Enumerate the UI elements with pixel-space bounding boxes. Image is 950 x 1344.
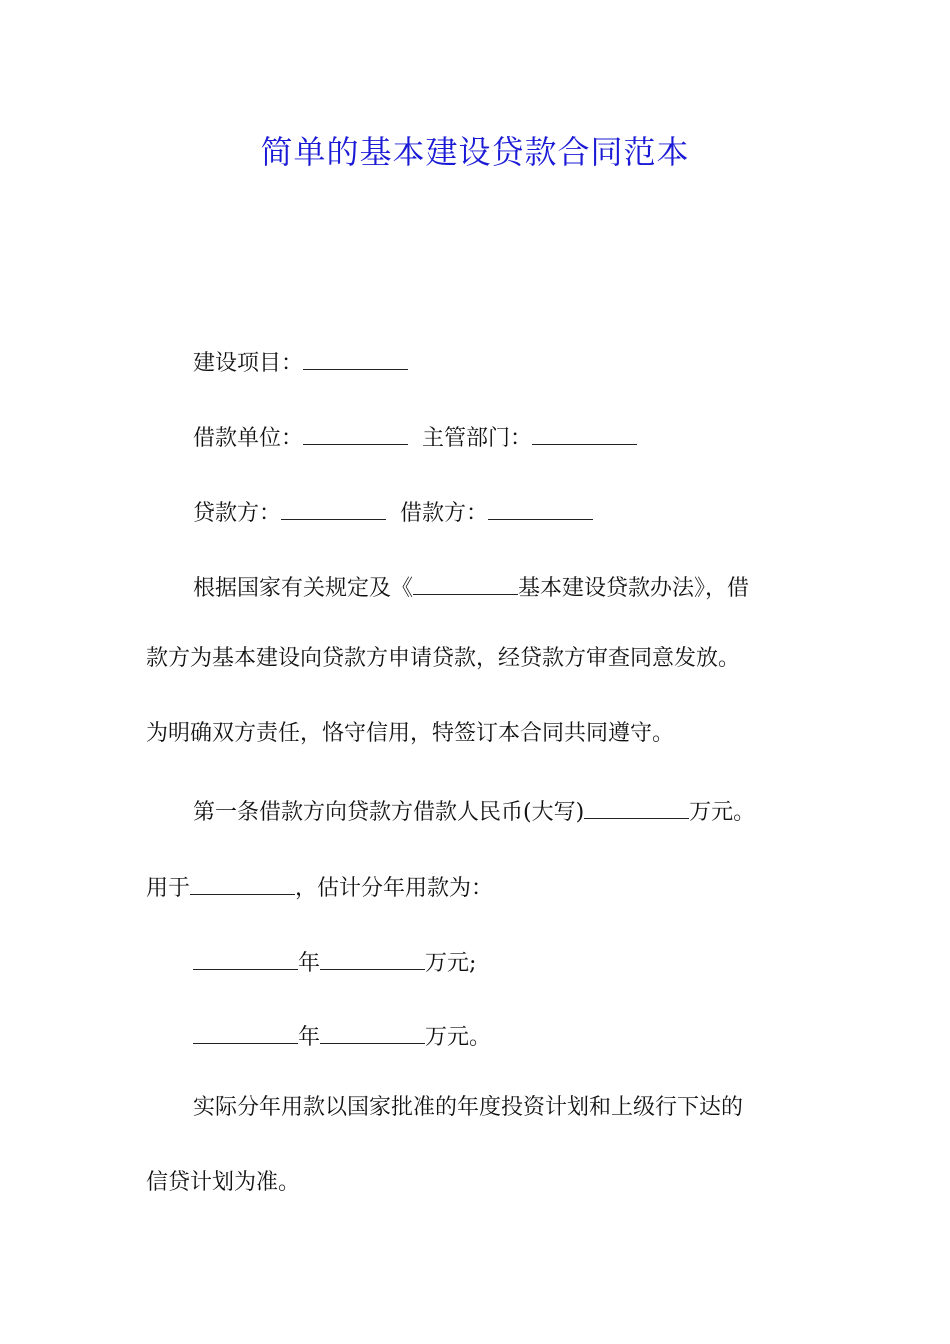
project-label: 建设项目： <box>193 351 304 376</box>
borrower-label: 借款方： <box>400 501 489 526</box>
borrower-unit-label: 借款单位： <box>193 426 304 451</box>
borrower-unit-line <box>146 416 853 457</box>
amount-2-blank[interactable] <box>320 1015 425 1044</box>
project-line <box>146 341 853 382</box>
preamble-line-1 <box>146 566 853 607</box>
row1-suffix: 万元; <box>425 951 477 976</box>
article1-line2-suffix: ，估计分年用款为： <box>295 876 494 901</box>
article1-line-1 <box>146 790 853 831</box>
project-blank[interactable] <box>303 341 408 370</box>
year-word-1: 年 <box>298 951 321 976</box>
year-2-blank[interactable] <box>193 1015 298 1044</box>
article1-line-2 <box>146 866 806 907</box>
article1-line1-prefix: 第一条借款方向贷款方借款人民币(大写) <box>193 800 585 825</box>
borrower-unit-blank[interactable] <box>303 416 408 445</box>
preamble-line1-prefix: 根据国家有关规定及《 <box>193 576 414 601</box>
preamble-line-3: 为明确双方责任，恪守信用，特签订本合同共同遵守。 <box>146 721 675 746</box>
amount-1-blank[interactable] <box>320 941 425 970</box>
year-1-blank[interactable] <box>193 941 298 970</box>
authority-label: 主管部门： <box>422 426 533 451</box>
amount-capital-blank[interactable] <box>584 790 689 819</box>
actual-usage-line-1: 实际分年用款以国家批准的年度投资计划和上级行下达的 <box>193 1095 744 1120</box>
row2-suffix: 万元。 <box>425 1025 492 1050</box>
year-word-2: 年 <box>298 1025 321 1050</box>
document-title: 简单的基本建设贷款合同范本 <box>260 133 690 171</box>
borrower-blank[interactable] <box>488 491 593 520</box>
parties-line <box>146 491 853 532</box>
article1-line1-suffix: 万元。 <box>689 800 756 825</box>
regulation-name-blank[interactable] <box>413 566 518 595</box>
annual-usage-row-2 <box>146 1015 853 1056</box>
authority-blank[interactable] <box>532 416 637 445</box>
preamble-line-2: 款方为基本建设向贷款方申请贷款，经贷款方审查同意发放。 <box>146 646 741 671</box>
preamble-line1-suffix: 基本建设贷款办法》，借 <box>518 576 750 601</box>
actual-usage-line-2: 信贷计划为准。 <box>146 1170 301 1195</box>
purpose-blank[interactable] <box>190 866 295 895</box>
article1-line2-prefix: 用于 <box>146 876 191 901</box>
lender-blank[interactable] <box>281 491 386 520</box>
annual-usage-row-1 <box>146 941 853 982</box>
lender-label: 贷款方： <box>193 501 282 526</box>
